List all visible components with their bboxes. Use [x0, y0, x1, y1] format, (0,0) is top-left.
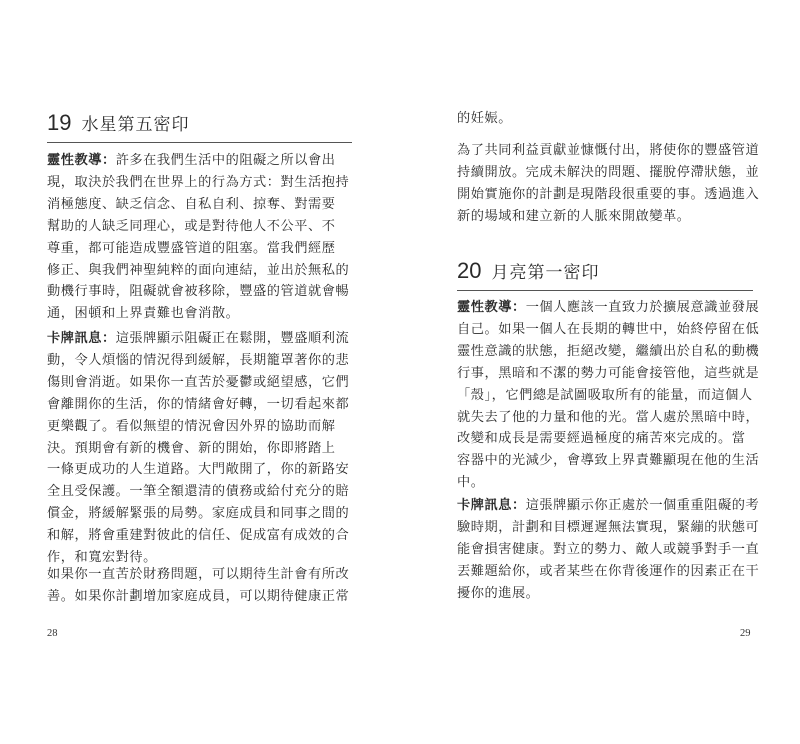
text-line: 為了共同利益貢獻並慷慨付出，將使你的豐盛管道 [457, 143, 760, 158]
text-line: 會離開你的生活，你的情緒會好轉，一切看起來都 [47, 396, 350, 412]
text-line: 尊重，都可能造成豐盛管道的阻塞。當我們經歷 [47, 240, 336, 256]
text-line: 幫助的人缺乏同理心，或是對待他人不公平、不 [47, 218, 336, 234]
right-page [400, 0, 800, 744]
text-line: 驗時期，計劃和目標遲遲無法實現，緊繃的狀態可 [457, 519, 760, 535]
text-line: 持續開放。完成未解決的問題、擺脫停滯狀態，並 [457, 164, 760, 180]
text-line: 決。預期會有新的機會、新的開始，你即將踏上 [47, 440, 336, 456]
text-line: 動，令人煩惱的情況得到緩解，長期籠罩著你的悲 [47, 352, 350, 368]
text-line: 開始實施你的計劃是現階段很重要的事。透過進入 [457, 186, 760, 202]
continuation-paragraph [457, 108, 512, 130]
paragraph [457, 140, 759, 228]
text-line: 靈性意識的狀態，拒絕改變，繼續出於自私的動機 [457, 343, 760, 359]
text-line: 如果你一直苦於財務問題，可以期待生計會有所改 [47, 567, 350, 582]
card-message-label: 卡牌訊息： [47, 331, 116, 346]
text-line: 的妊娠。 [457, 111, 512, 126]
spiritual-teaching-label: 靈性教導： [457, 300, 526, 315]
text-line: 一條更成功的人生道路。大門敞開了，你的新路安 [47, 462, 350, 478]
section-number: 20 [457, 258, 482, 283]
text-line: 自己。如果一個人在長期的轉世中，始終停留在低 [457, 321, 760, 337]
heading-rule [457, 290, 753, 291]
text-line: 能會損害健康。對立的勢力、敵人或競爭對手一直 [457, 541, 760, 557]
card-message-paragraph [47, 328, 349, 569]
text-line: 修正、與我們神聖純粹的面向連結，並出於無私的 [47, 262, 350, 278]
text-line: 和解，將會重建對彼此的信任、促成富有成效的合 [47, 528, 350, 544]
text-line: 就失去了他的力量和他的光。當人處於黑暗中時， [457, 409, 760, 425]
spiritual-teaching-label: 靈性教導： [47, 153, 116, 168]
text-line: 償金，將緩解緊張的局勢。家庭成員和同事之間的 [47, 506, 350, 522]
heading-rule [47, 142, 352, 143]
text-line: 新的場域和建立新的人脈來開啟變革。 [457, 208, 691, 224]
closing-paragraph [47, 564, 349, 608]
text-line: 許多在我們生活中的阻礙之所以會出 [115, 153, 336, 168]
spiritual-teaching-paragraph [457, 297, 759, 494]
text-line: 這張牌顯示阻礙正在鬆開，豐盛順利流 [115, 331, 350, 346]
text-line: 通，困頓和上界責難也會消散。 [47, 306, 240, 322]
section-number: 19 [47, 110, 72, 135]
text-line: 全且受保護。一筆全額還清的債務或給付充分的賠 [47, 484, 350, 500]
section-19-heading [47, 110, 189, 136]
text-line: 更樂觀了。看似無望的情況會因外界的協助而解 [47, 418, 336, 434]
text-line: 行事，黑暗和不潔的勢力可能會接管他，這些就是 [457, 365, 760, 381]
text-line: 消極態度、缺乏信念、自私自利、掠奪、對需要 [47, 196, 336, 212]
text-line: 容器中的光減少，會導致上界責難顯現在他的生活 [457, 453, 760, 469]
text-line: 現，取決於我們在世界上的行為方式：對生活抱持 [47, 174, 350, 190]
text-line: 一個人應該一直致力於擴展意識並發展 [525, 300, 760, 315]
card-message-label: 卡牌訊息： [457, 498, 526, 513]
text-line: 擾你的進展。 [457, 585, 540, 601]
section-title: 月亮第一密印 [491, 263, 600, 283]
text-line: 動機行事時，阻礙就會被移除，豐盛的管道就會暢 [47, 284, 350, 300]
spiritual-teaching-paragraph [47, 150, 349, 325]
text-line: 善。如果你計劃增加家庭成員，可以期待健康正常 [47, 588, 350, 604]
page-number: 28 [47, 628, 58, 639]
text-line: 這張牌顯示你正處於一個重重阻礙的考 [525, 498, 760, 513]
text-line: 丟難題給你，或者某些在你背後運作的因素正在干 [457, 563, 760, 579]
section-title: 水星第五密印 [81, 115, 190, 135]
text-line: 改變和成長是需要經過極度的痛苦來完成的。當 [457, 431, 746, 447]
text-line: 「殼」，它們總是試圖吸取所有的能量，而這個人 [457, 387, 753, 403]
text-line: 傷則會消逝。如果你一直苦於憂鬱或絕望感，它們 [47, 374, 350, 390]
text-line: 作，和寬宏對待。 [47, 550, 157, 566]
text-line: 中。 [457, 475, 485, 491]
section-20-heading [457, 258, 599, 284]
card-message-paragraph [457, 495, 759, 605]
page-number: 29 [740, 628, 751, 639]
